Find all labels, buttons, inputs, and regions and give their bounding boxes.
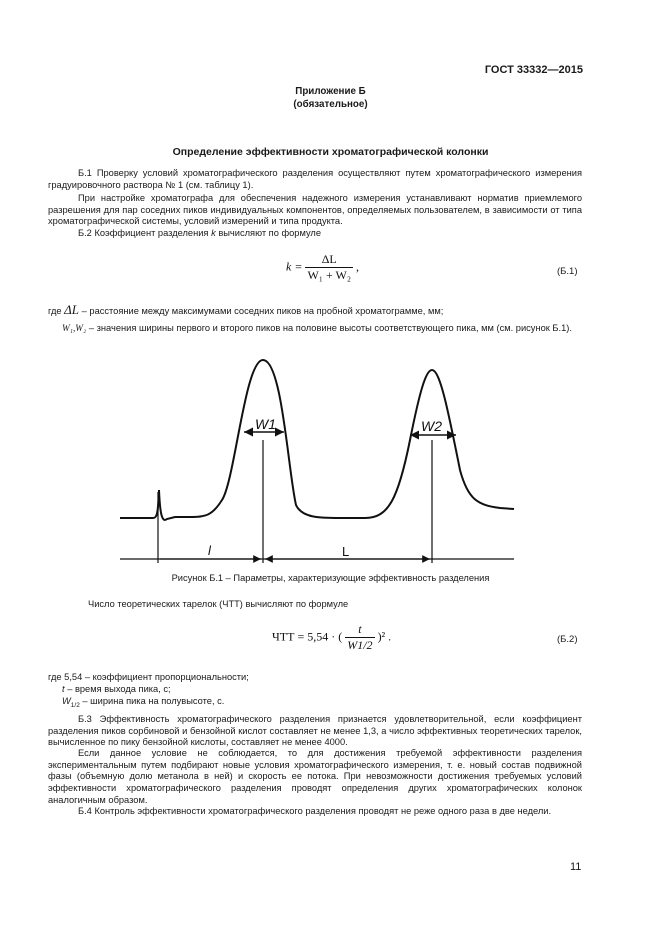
w-definition: – значения ширины первого и второго пиков на половине высоты соответствующего пика, мм (см. рисунок Б.1). [88,323,572,333]
b2-text-post: вычисляют по формуле [218,228,322,238]
t-definition: – время выхода пика, с; [67,684,171,694]
appendix-subtitle: (обязательное) [293,98,368,110]
formula-b2-number: (Б.2) [557,634,578,645]
formula-b1-end: , [356,259,360,274]
formula-b2 [272,622,391,653]
where-dl-line [48,304,582,317]
appendix-title: Приложение Б [295,86,366,97]
page-number: 11 [570,861,582,873]
l-small-label: l [208,543,211,558]
w2-label: W2 [421,418,442,434]
formula-b2-end: . [388,629,392,644]
formula-b1 [286,252,359,283]
chromatogram-curve [120,360,514,520]
where-w-line [62,322,582,336]
formula-b1-lhs: k = [286,259,303,274]
where-lead: где [48,306,62,316]
b2-text-pre: Б.2 Коэффициент разделения [78,228,209,238]
formula-b2-lhs: ЧТТ = 5,54 · ( [272,629,343,644]
formula-b2-fraction [345,622,374,653]
w-half-symbol: W [62,696,71,706]
paragraph-b1: Б.1 Проверку условий хроматографического разделения осуществляют путем хроматографического измерения градуировочного раствора № 1 (см. таблицу 1). [48,168,582,190]
dl-symbol: ΔL [64,302,80,317]
where2-t [62,683,171,695]
formula-b2-numerator: t [345,622,374,638]
w1-label: W1 [255,416,276,432]
paragraph-b1-settings: При настройке хроматографа для обеспечения надежного измерения устанавливают норматив приемлемого разрешения для пар соседних пиков индивидуальных компонентов, определяемых пользователем, в зависимости от типа хроматографической системы, условий измерений и типа продукта. [48,193,582,227]
dl-definition: – расстояние между максимумами соседних пиков на пробной хроматограмме, мм; [81,306,444,316]
t-symbol: t [62,684,65,694]
formula-b2-rhs: )² [377,629,386,644]
b2-var: k [211,228,216,238]
w-symbol: W₁,W₂ [62,324,87,334]
where2-coef: где 5,54 – коэффициент пропорциональности; [48,672,249,682]
chromatogram-figure [110,350,530,572]
formula-b1-denominator: W₁ + W₂ [307,268,352,282]
w-half-definition: – ширина пика на полувысоте, с. [82,696,225,706]
formula-b1-numerator: ΔL [305,252,353,268]
section-title: Определение эффективности хроматографической колонки [172,146,489,158]
formula-b2-denominator: W1/2 [347,638,373,652]
paragraph-b3-conditions: Если данное условие не соблюдается, то для достижения требуемой эффективности разделения экспериментальным путем подбирают новые условия хроматографического измерения, т. е. новый состав подвижной фазы (объемную долю метанола в ней) и скорость ее потока. При невозможности достижения требуемых условий эффективности хроматографического разделения проводят определения других хроматографических колонок аналогичным образом. [48,748,582,805]
w-half-sub: 1/2 [70,701,80,709]
where2-w [62,695,224,712]
l-big-label: L [342,544,350,559]
paragraph-b4: Б.4 Контроль эффективности хроматографического разделения проводят не реже одного раза в две недели. [78,806,552,816]
paragraph-b3: Б.3 Эффективность хроматографического разделения признается удовлетворительной, если коэффициент разделения пиков сорбиновой и бензойной кислот составляет не менее 1,3, а число эффективных теоретических тарелок, вычисленное по пику бензойной кислоты, составляет не менее 4000. [48,714,582,748]
formula-b1-fraction [305,252,353,283]
ntt-intro: Число теоретических тарелок (ЧТТ) вычисляют по формуле [88,599,349,609]
document-id: ГОСТ 33332—2015 [484,64,583,76]
appendix-heading [0,86,661,111]
figure-caption: Рисунок Б.1 – Параметры, характеризующие эффективность разделения [171,573,490,583]
formula-b1-number: (Б.1) [557,266,578,277]
paragraph-b2 [48,228,582,240]
